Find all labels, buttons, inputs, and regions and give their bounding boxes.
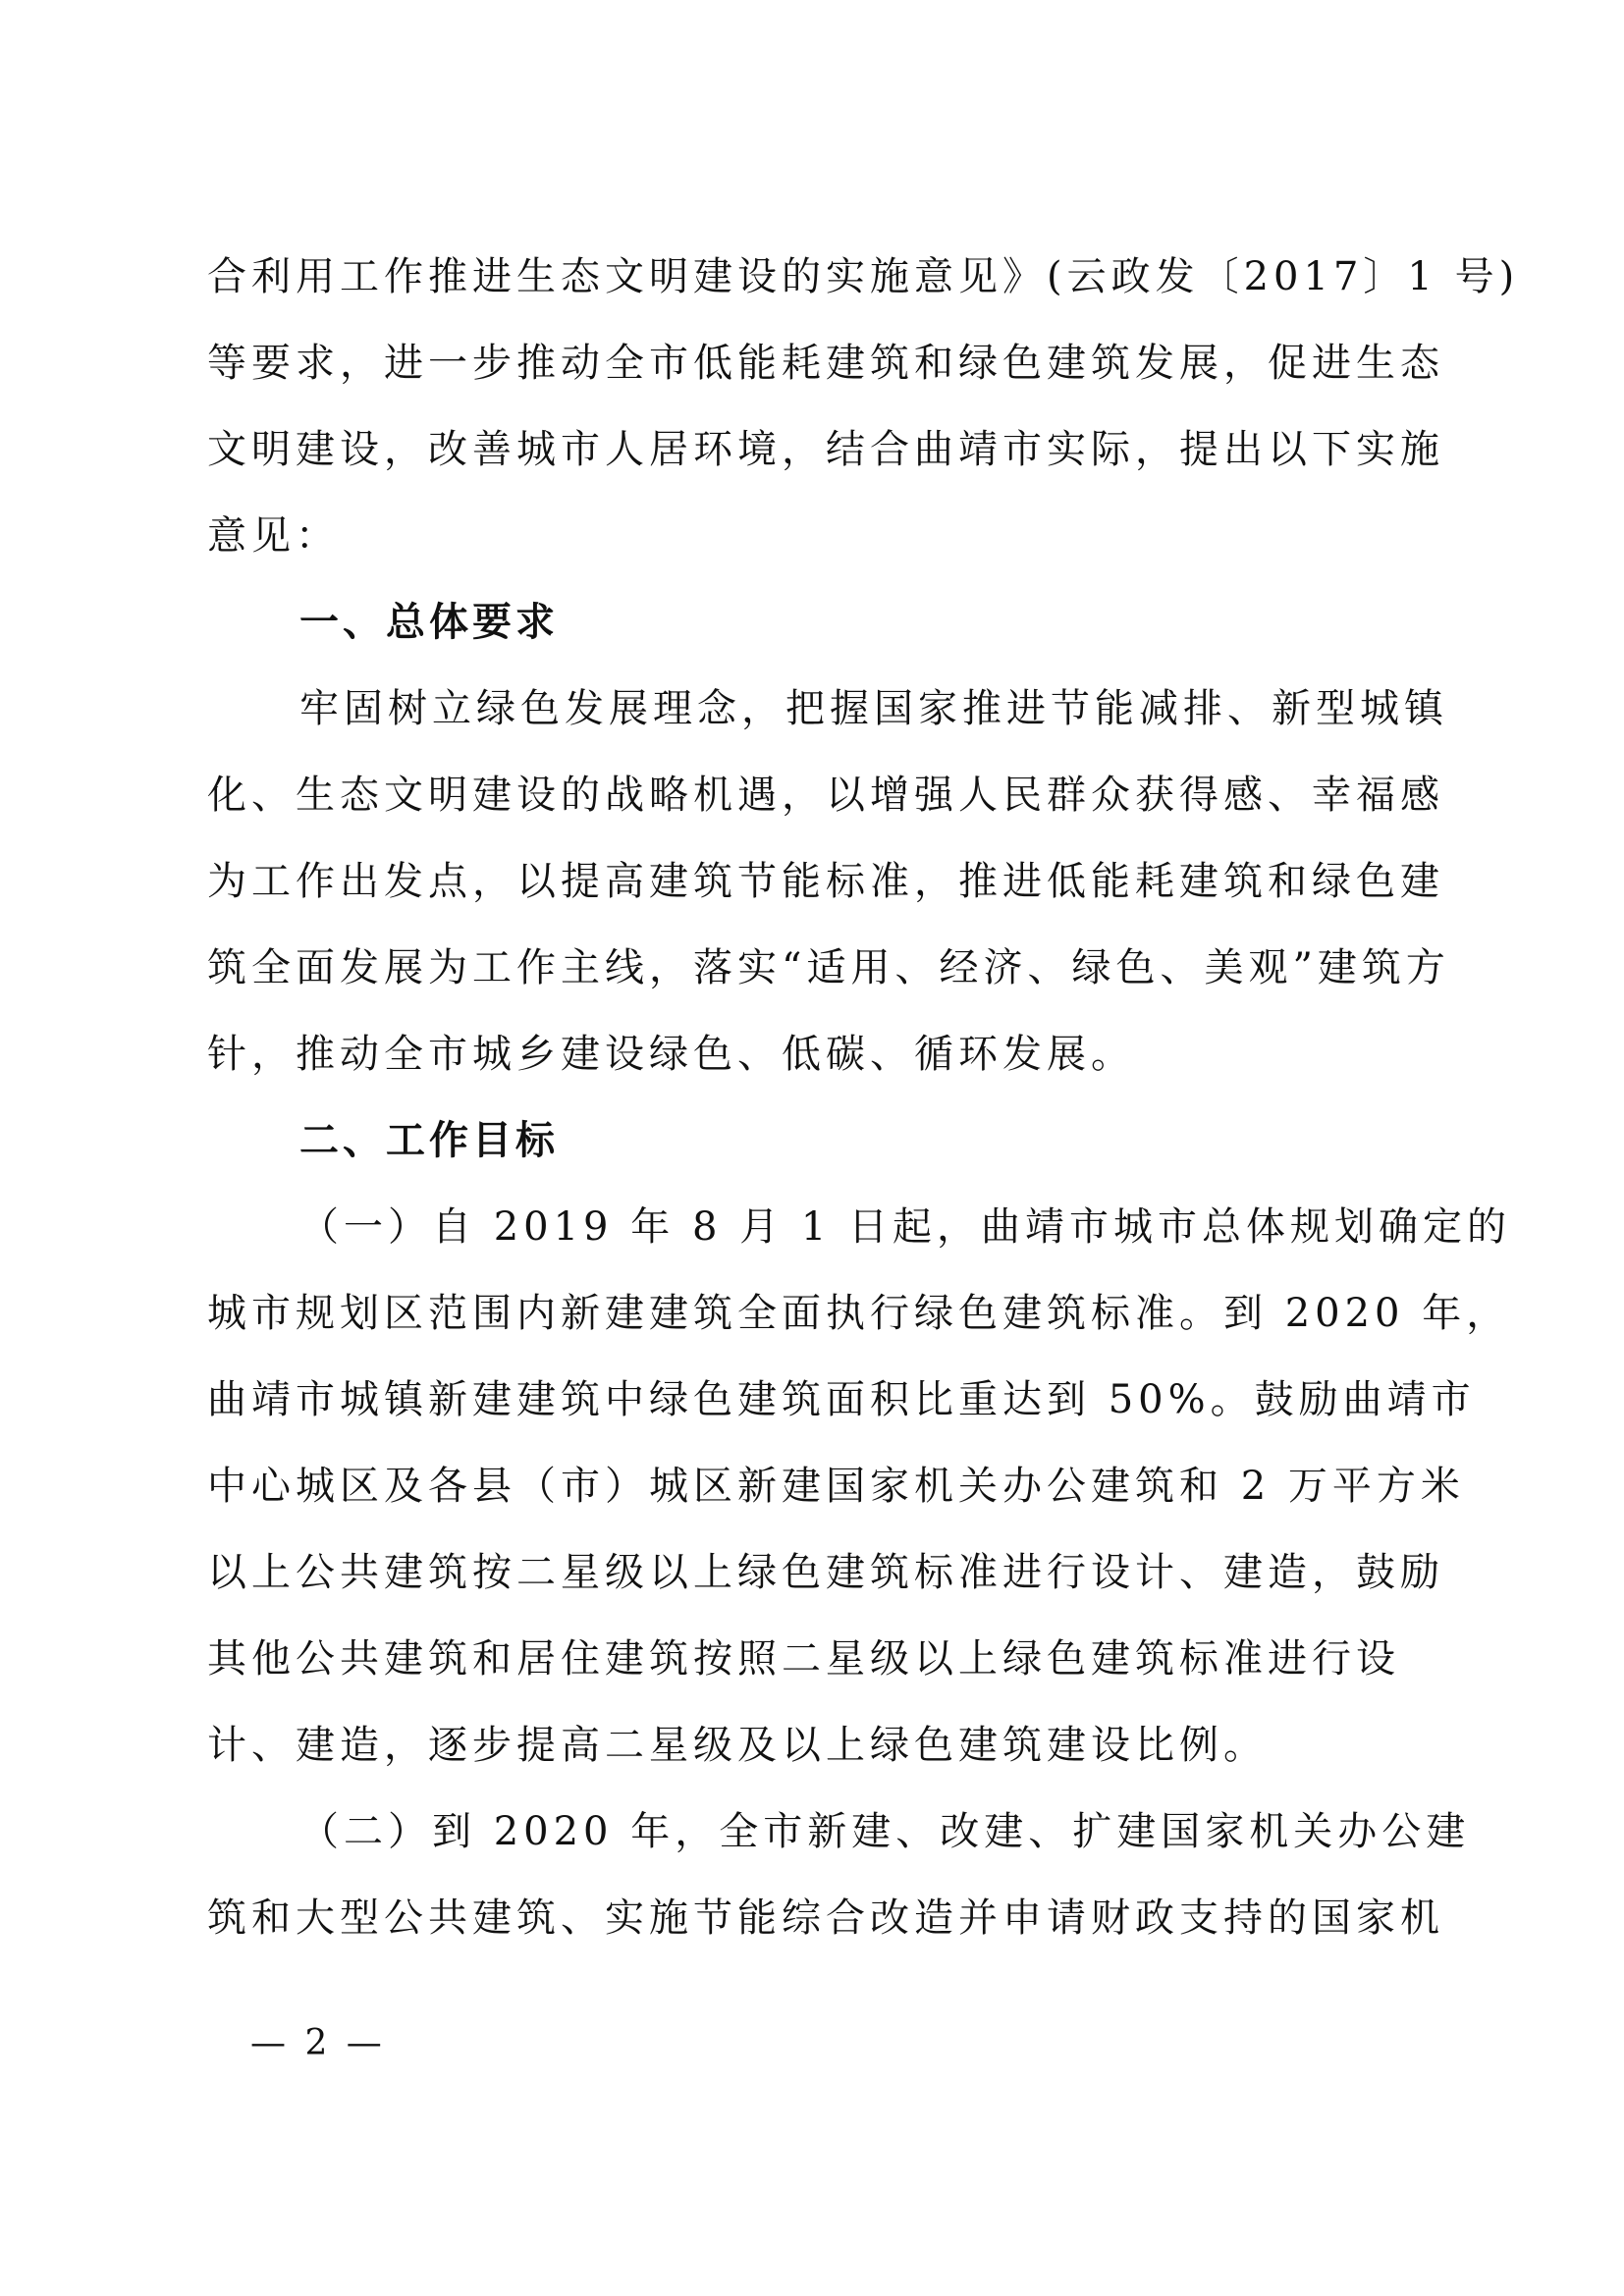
paragraph-line: 文明建设，改善城市人居环境，结合曲靖市实际，提出以下实施 bbox=[207, 427, 1444, 472]
paragraph-line: （一）自 2019 年 8 月 1 日起，曲靖市城市总体规划确定的 bbox=[299, 1204, 1511, 1250]
paragraph-line: 化、生态文明建设的战略机遇，以增强人民群众获得感、幸福感 bbox=[207, 773, 1444, 818]
section-heading: 二、工作目标 bbox=[299, 1118, 559, 1163]
paragraph-line: 其他公共建筑和居住建筑按照二星级以上绿色建筑标准进行设 bbox=[207, 1636, 1400, 1682]
paragraph-line: 合利用工作推进生态文明建设的实施意见》(云政发〔2017〕1 号) bbox=[207, 254, 1520, 299]
paragraph-line: （二）到 2020 年，全市新建、改建、扩建国家机关办公建 bbox=[299, 1809, 1471, 1854]
paragraph-line: 中心城区及各县（市）城区新建国家机关办公建筑和 2 万平方米 bbox=[207, 1464, 1465, 1509]
paragraph-line: 以上公共建筑按二星级以上绿色建筑标准进行设计、建造，鼓励 bbox=[207, 1550, 1444, 1595]
paragraph-line: 为工作出发点，以提高建筑节能标准，推进低能耗建筑和绿色建 bbox=[207, 859, 1444, 904]
paragraph-line: 计、建造，逐步提高二星级及以上绿色建筑建设比例。 bbox=[207, 1723, 1268, 1768]
paragraph-line: 等要求，进一步推动全市低能耗建筑和绿色建筑发展，促进生态 bbox=[207, 341, 1444, 386]
paragraph-line: 牢固树立绿色发展理念，把握国家推进节能减排、新型城镇 bbox=[299, 686, 1448, 731]
page-number: — 2 — bbox=[250, 2023, 386, 2063]
paragraph-line: 筑全面发展为工作主线，落实“适用、经济、绿色、美观”建筑方 bbox=[207, 945, 1450, 990]
paragraph-line: 筑和大型公共建筑、实施节能综合改造并申请财政支持的国家机 bbox=[207, 1896, 1444, 1941]
section-heading: 一、总体要求 bbox=[299, 600, 559, 645]
paragraph-line: 意见： bbox=[207, 513, 340, 559]
paragraph-line: 曲靖市城镇新建建筑中绿色建筑面积比重达到 50%。鼓励曲靖市 bbox=[207, 1377, 1476, 1422]
paragraph-line: 针，推动全市城乡建设绿色、低碳、循环发展。 bbox=[207, 1032, 1135, 1077]
paragraph-line: 城市规划区范围内新建建筑全面执行绿色建筑标准。到 2020 年， bbox=[207, 1291, 1511, 1336]
